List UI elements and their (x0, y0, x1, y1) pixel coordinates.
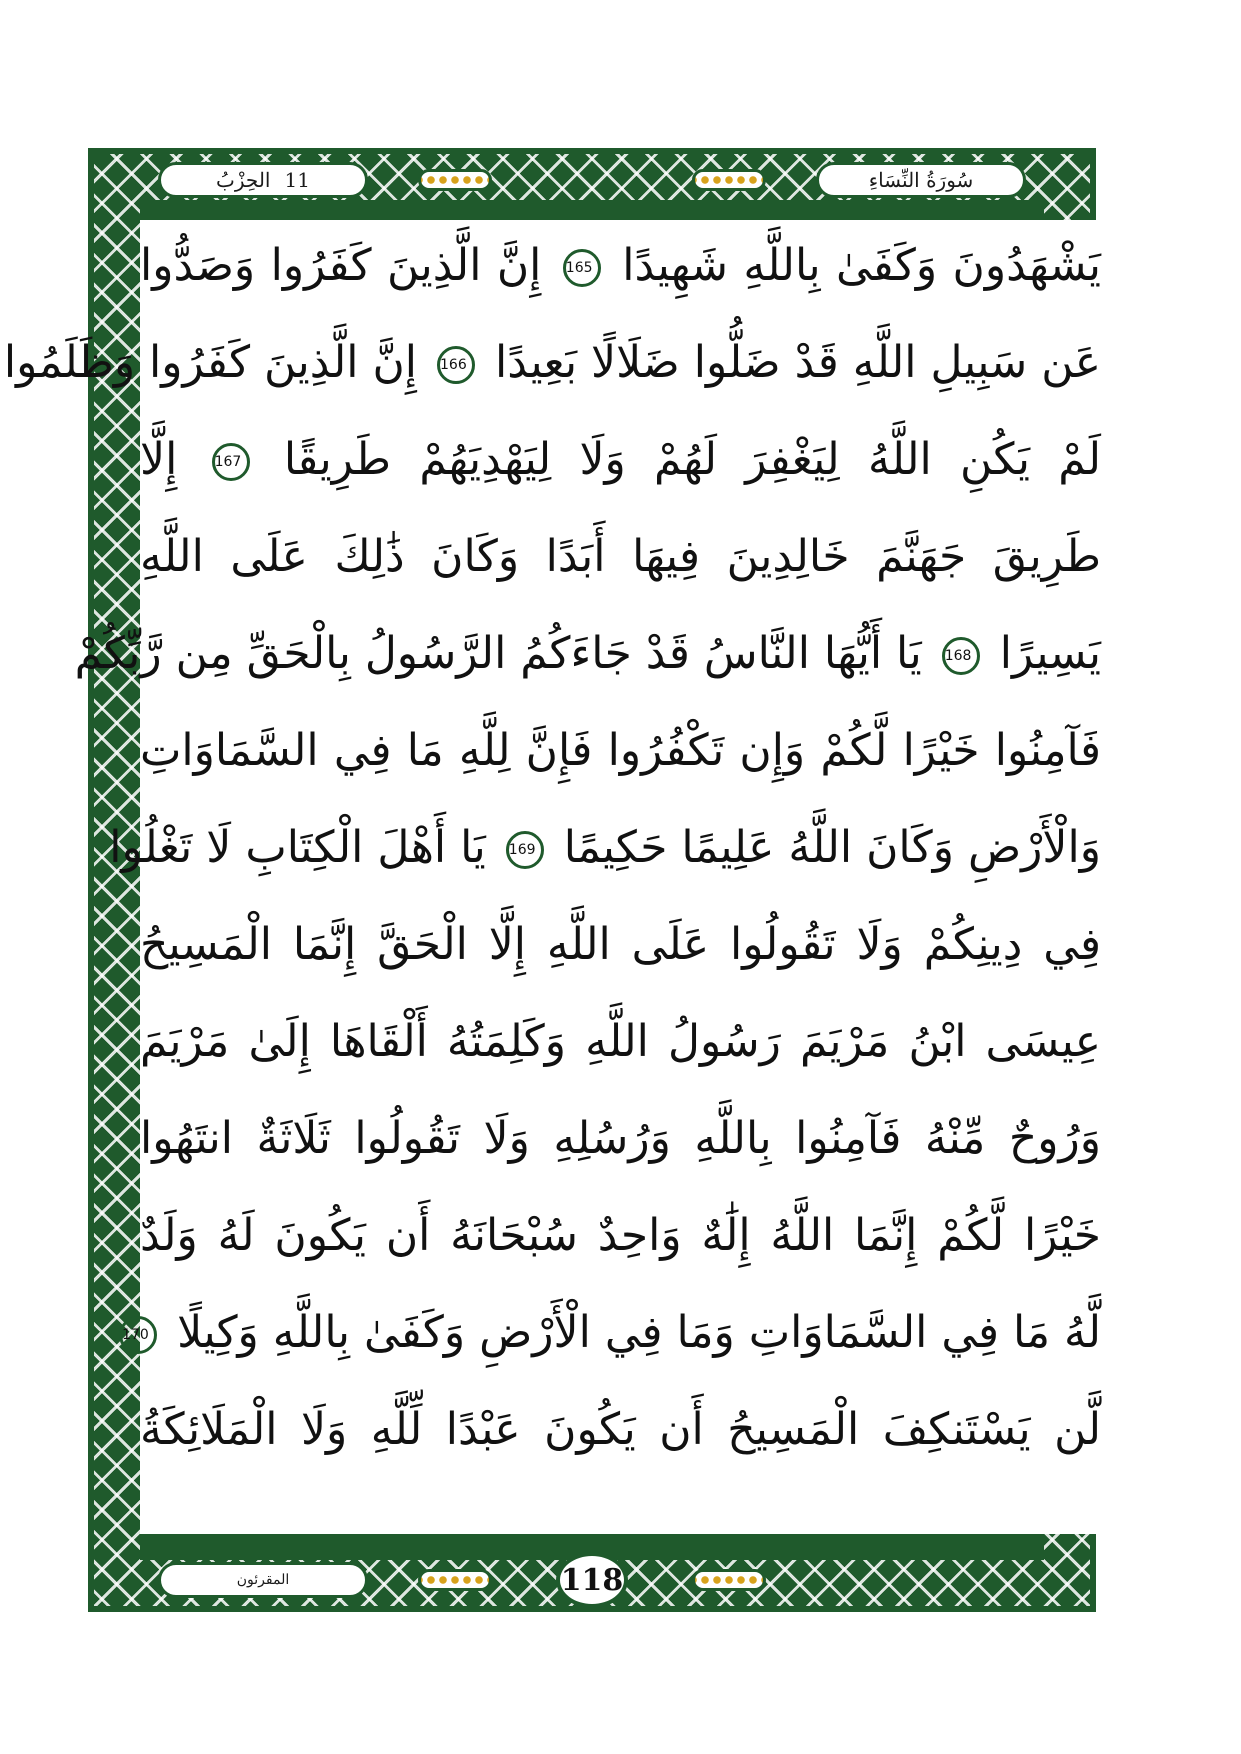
dots-ornament-icon (692, 169, 766, 191)
ayah-number-icon: 169 (506, 831, 544, 869)
verse-text: فِي دِينِكُمْ وَلَا تَقُولُوا عَلَى اللَّهِ إِلَّا الْحَقَّ إِنَّمَا الْمَسِيحُ (140, 919, 1101, 970)
ayah-number-icon: 166 (437, 346, 475, 384)
verse-line (140, 1093, 1101, 1185)
hizb-box (158, 162, 368, 198)
verse-text: يَشْهَدُونَ وَكَفَىٰ بِاللَّهِ شَهِيدًا (622, 240, 1101, 291)
verse-line (109, 802, 1101, 894)
verse-text: لَّن يَسْتَنكِفَ الْمَسِيحُ أَن يَكُونَ عَبْدًا لِّلَّهِ وَلَا الْمَلَائِكَةُ (140, 1404, 1101, 1455)
verse-line (140, 705, 1101, 797)
verse-line (140, 511, 1101, 603)
dots-ornament-icon (692, 1569, 766, 1591)
verse-text: وَالْأَرْضِ وَكَانَ اللَّهُ عَلِيمًا حَكِيمًا (563, 822, 1101, 873)
verse-line (140, 1384, 1101, 1476)
dots-ornament-icon (418, 1569, 492, 1591)
verse-text: يَسِيرًا (999, 628, 1101, 679)
verse-line (140, 220, 1101, 312)
verse-line (140, 996, 1101, 1088)
dots-ornament-icon (418, 169, 492, 191)
verse-line (140, 414, 1101, 506)
verse-text: خَيْرًا لَّكُمْ إِنَّمَا اللَّهُ إِلَٰهٌ وَاحِدٌ سُبْحَانَهُ أَن يَكُونَ لَهُ وَلَدٌ (140, 1210, 1101, 1261)
verse-text: يَا أَيُّهَا النَّاسُ قَدْ جَاءَكُمُ الرَّسُولُ بِالْحَقِّ مِن رَّبِّكُمْ (74, 628, 922, 679)
ayah-number-icon: 167 (212, 443, 250, 481)
ayah-number-icon: 168 (942, 637, 980, 675)
verse-text: إِنَّ الَّذِينَ كَفَرُوا وَصَدُّوا (140, 240, 542, 291)
verse-text: لَمْ يَكُنِ اللَّهُ لِيَغْفِرَ لَهُمْ وَلَا لِيَهْدِيَهُمْ طَرِيقًا (283, 434, 1101, 485)
surah-name: سُورَةُ النِّسَاءِ (868, 168, 974, 192)
verse-line (122, 1287, 1101, 1379)
footer-catchword-box (158, 1562, 368, 1598)
verse-text: عَن سَبِيلِ اللَّهِ قَدْ ضَلُّوا ضَلَالًا بَعِيدًا (495, 337, 1101, 388)
verse-text: فَآمِنُوا خَيْرًا لَّكُمْ وَإِن تَكْفُرُوا فَإِنَّ لِلَّهِ مَا فِي السَّمَاوَاتِ (140, 725, 1101, 776)
hizb-label: الحِزْبُ (216, 168, 271, 192)
verse-text: طَرِيقَ جَهَنَّمَ خَالِدِينَ فِيهَا أَبَدًا وَكَانَ ذَٰلِكَ عَلَى اللَّهِ (140, 531, 1101, 582)
hizb-number: 11 (284, 168, 310, 192)
verse-line (140, 1190, 1101, 1282)
verse-text: إِنَّ الَّذِينَ كَفَرُوا وَظَلَمُوا (3, 337, 417, 388)
surah-name-box (816, 162, 1026, 198)
verse-text: إِلَّا (140, 434, 178, 485)
verse-line (74, 608, 1101, 700)
verse-text: لَّهُ مَا فِي السَّمَاوَاتِ وَمَا فِي الْأَرْضِ وَكَفَىٰ بِاللَّهِ وَكِيلًا (177, 1307, 1101, 1358)
verse-text: وَرُوحٌ مِّنْهُ فَآمِنُوا بِاللَّهِ وَرُسُلِهِ وَلَا تَقُولُوا ثَلَاثَةٌ انتَهُوا (140, 1113, 1101, 1164)
verse-text-area (3, 220, 1101, 1534)
verse-text: عِيسَى ابْنُ مَرْيَمَ رَسُولُ اللَّهِ وَكَلِمَتُهُ أَلْقَاهَا إِلَىٰ مَرْيَمَ (140, 1016, 1101, 1067)
verse-line (140, 899, 1101, 991)
page-number: 118 (556, 1552, 628, 1608)
verse-line (3, 317, 1101, 409)
ayah-number-icon: 165 (563, 249, 601, 287)
next-word: المقرئون (236, 1572, 290, 1588)
verse-text: يَا أَهْلَ الْكِتَابِ لَا تَغْلُوا (109, 822, 486, 873)
ayah-number-icon: 170 (119, 1316, 157, 1354)
